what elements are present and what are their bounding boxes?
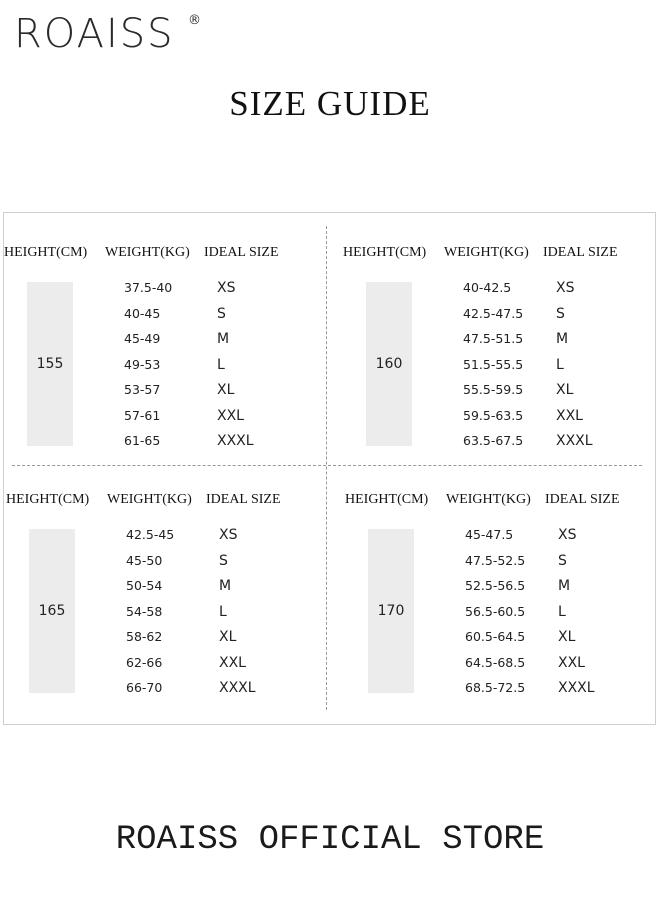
weight-range: 51.5-55.5 xyxy=(463,356,524,372)
header-height: HEIGHT(CM) xyxy=(343,245,427,260)
weight-range: 54-58 xyxy=(126,603,163,619)
ideal-size: XS xyxy=(556,280,575,296)
weight-range: 45-50 xyxy=(126,552,163,568)
ideal-size: S xyxy=(558,552,567,569)
ideal-size: L xyxy=(558,603,566,620)
height-value: 160 xyxy=(366,282,412,446)
header-height: HEIGHT(CM) xyxy=(345,492,429,507)
weight-range: 68.5-72.5 xyxy=(465,680,526,695)
ideal-size: L xyxy=(217,356,225,373)
weight-range: 40-45 xyxy=(124,305,161,321)
header-weight: WEIGHT(KG) xyxy=(446,492,531,507)
page-title: SIZE GUIDE xyxy=(229,84,431,123)
ideal-size: XS xyxy=(558,527,577,543)
weight-range: 45-49 xyxy=(124,331,161,346)
weight-range: 61-65 xyxy=(124,433,161,448)
weight-range: 66-70 xyxy=(126,680,163,695)
ideal-size: XXL xyxy=(556,407,583,424)
ideal-size: S xyxy=(556,305,565,322)
size-table-3 xyxy=(345,487,660,707)
weight-range: 60.5-64.5 xyxy=(465,629,526,644)
weight-range: 50-54 xyxy=(126,578,163,593)
ideal-size: XL xyxy=(558,629,576,645)
header-size: IDEAL SIZE xyxy=(206,492,281,507)
weight-range: 53-57 xyxy=(124,382,161,397)
header-height: HEIGHT(CM) xyxy=(6,492,90,507)
height-value: 165 xyxy=(29,529,75,693)
weight-range: 49-53 xyxy=(124,356,161,372)
header-size: IDEAL SIZE xyxy=(543,245,618,260)
ideal-size: L xyxy=(556,356,564,373)
ideal-size: XL xyxy=(556,382,574,398)
ideal-size: L xyxy=(219,603,227,620)
ideal-size: XL xyxy=(219,629,237,645)
ideal-size: XXXL xyxy=(219,680,256,696)
height-value: 155 xyxy=(27,282,73,446)
ideal-size: XXL xyxy=(558,654,585,671)
weight-range: 56.5-60.5 xyxy=(465,603,526,619)
ideal-size: XL xyxy=(217,382,235,398)
ideal-size: M xyxy=(217,331,230,347)
header-size: IDEAL SIZE xyxy=(204,245,279,260)
ideal-size: XXL xyxy=(219,654,246,671)
ideal-size: S xyxy=(217,305,226,322)
size-table-0 xyxy=(4,240,324,460)
header-weight: WEIGHT(KG) xyxy=(444,245,529,260)
ideal-size: M xyxy=(558,578,571,594)
weight-range: 42.5-45 xyxy=(126,527,175,542)
header-weight: WEIGHT(KG) xyxy=(105,245,190,260)
weight-range: 55.5-59.5 xyxy=(463,382,524,397)
weight-range: 47.5-51.5 xyxy=(463,331,524,346)
weight-range: 63.5-67.5 xyxy=(463,433,524,448)
weight-range: 37.5-40 xyxy=(124,280,173,295)
weight-range: 47.5-52.5 xyxy=(465,552,526,568)
weight-range: 45-47.5 xyxy=(465,527,514,542)
header-size: IDEAL SIZE xyxy=(545,492,620,507)
ideal-size: XXXL xyxy=(558,680,595,696)
ideal-size: S xyxy=(219,552,228,569)
weight-range: 64.5-68.5 xyxy=(465,654,526,670)
ideal-size: M xyxy=(219,578,232,594)
weight-range: 58-62 xyxy=(126,629,163,644)
ideal-size: XXXL xyxy=(217,433,254,449)
ideal-size: M xyxy=(556,331,569,347)
weight-range: 59.5-63.5 xyxy=(463,407,524,423)
store-footer: ROAISS OFFICIAL STORE xyxy=(115,821,545,859)
weight-range: 42.5-47.5 xyxy=(463,305,524,321)
vertical-divider xyxy=(326,226,327,710)
weight-range: 57-61 xyxy=(124,407,161,423)
header-weight: WEIGHT(KG) xyxy=(107,492,192,507)
height-value: 170 xyxy=(368,529,414,693)
registered-mark: ® xyxy=(188,13,201,28)
ideal-size: XS xyxy=(217,280,236,296)
ideal-size: XXL xyxy=(217,407,244,424)
weight-range: 40-42.5 xyxy=(463,280,512,295)
weight-range: 52.5-56.5 xyxy=(465,578,526,593)
ideal-size: XS xyxy=(219,527,238,543)
horizontal-divider xyxy=(12,465,642,466)
size-table-2 xyxy=(6,487,326,707)
size-table-1 xyxy=(343,240,660,460)
header-height: HEIGHT(CM) xyxy=(4,245,88,260)
brand-logo xyxy=(14,10,201,58)
ideal-size: XXXL xyxy=(556,433,593,449)
brand-name: ROAISS xyxy=(14,11,175,57)
weight-range: 62-66 xyxy=(126,654,163,670)
